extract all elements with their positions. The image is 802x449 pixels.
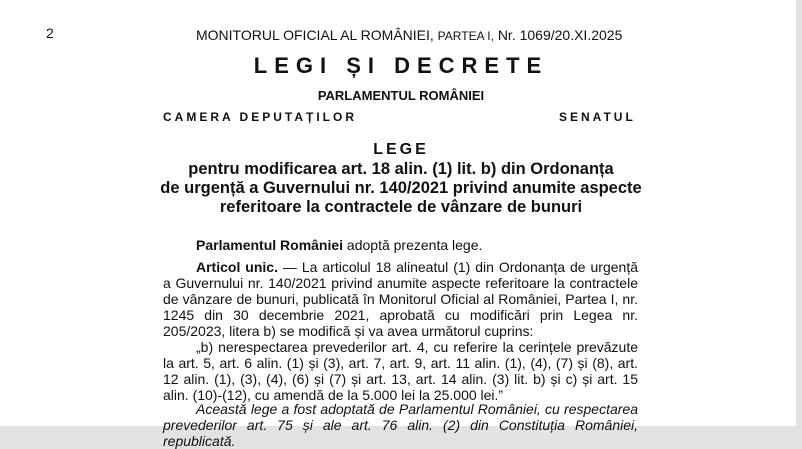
parliament-heading: PARLAMENTUL ROMÂNIEI bbox=[317, 88, 485, 103]
law-label: LEGE bbox=[373, 141, 429, 158]
header-issue: Nr. 1069/20.XI.2025 bbox=[497, 27, 623, 43]
running-header bbox=[196, 27, 622, 43]
closing-paragraph: Această lege a fost adoptată de Parlamentul României, cu respectarea prevederilor art. 75 și ale art. 76 alin. (2) din Constituția României, republicată. bbox=[163, 401, 638, 449]
article-paragraph bbox=[163, 259, 638, 339]
parliament-bold: Parlamentul României bbox=[196, 237, 344, 253]
page-number: 2 bbox=[46, 25, 54, 41]
law-title-line: de urgență a Guvernului nr. 140/2021 privind anumite aspecte bbox=[160, 179, 642, 197]
header-part: PARTEA I, bbox=[437, 29, 494, 43]
section-title: LEGI ȘI DECRETE bbox=[253, 53, 549, 78]
article-text: — La articolul 18 alineatul (1) din Ordonanța de urgență a Guvernului nr. 140/2021 privind anumite aspecte referitoare la contractele de vânzare de bunuri, publicată în Monitorul Oficial al României, Partea I, nr. 1245 din 30 decembrie 2021, aprobată cu modificări prin Legea nr. 205/2023, litera b) se modifică și va avea următorul cuprins: bbox=[163, 259, 638, 339]
chamber-deputies: CAMERA DEPUTAȚILOR bbox=[163, 110, 357, 124]
law-title-line: referitoare la contractele de vânzare de bunuri bbox=[219, 198, 583, 216]
adoption-text: adoptă prezenta lege. bbox=[343, 237, 483, 253]
adoption-paragraph bbox=[163, 237, 638, 253]
header-main: MONITORUL OFICIAL AL ROMÂNIEI, bbox=[196, 27, 434, 43]
senate: SENATUL bbox=[559, 110, 636, 124]
amendment-paragraph: „b) nerespectarea prevederilor art. 4, cu referire la cerințele prevăzute la art. 5, art. 6 alin. (1) și (3), art. 7, art. 9, art. 11 alin. (1), (4), (7) și (8), art. 12 alin. (1), (3), (4), (6) și (7) și art. 13, art. 14 alin. (3) lit. b) și c) și art. 15 alin. (10)-(12), cu amendă de la 5.000 lei la 25.000 lei.” bbox=[163, 339, 638, 403]
law-title-line: pentru modificarea art. 18 alin. (1) lit. b) din Ordonanța bbox=[188, 160, 614, 178]
article-label: Articol unic. bbox=[196, 259, 278, 275]
law-title bbox=[0, 160, 802, 217]
